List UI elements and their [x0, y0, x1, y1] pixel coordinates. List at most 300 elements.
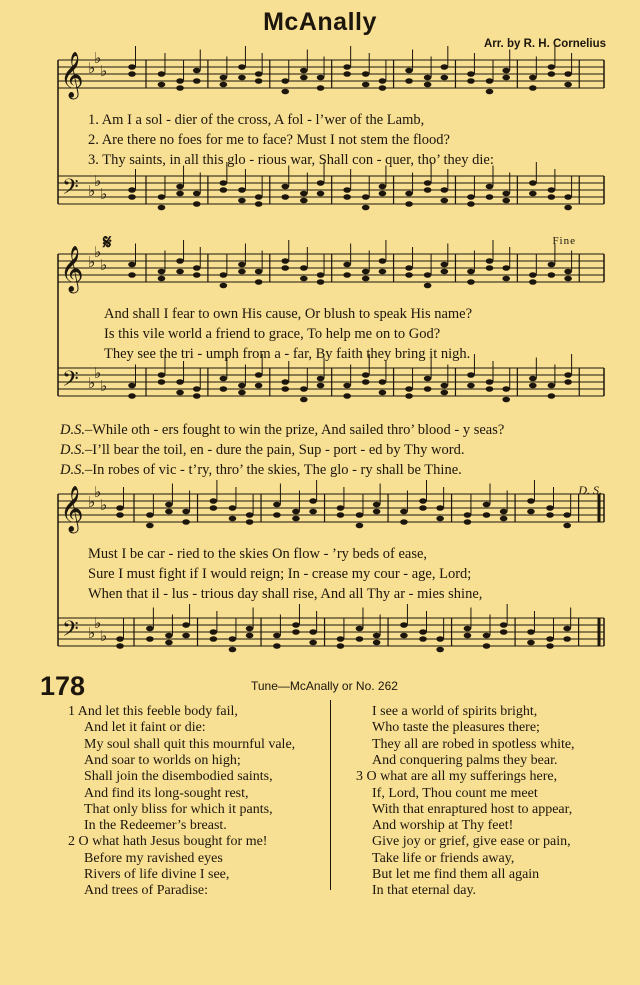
note-head — [255, 372, 263, 378]
note-head — [165, 502, 173, 508]
note-head — [158, 379, 166, 385]
verse-line: And soar to worlds on high; — [84, 752, 241, 768]
note-head — [116, 512, 124, 518]
note-head — [467, 71, 475, 77]
note-head — [379, 184, 387, 190]
verse-line: They all are robed in spotless white, — [372, 736, 575, 752]
note-head — [220, 82, 228, 88]
treble-clef-icon: 𝄞 — [60, 246, 84, 292]
verse-line: In the Redeemer’s breast. — [84, 818, 227, 834]
ds-mark: D. S. — [578, 483, 602, 497]
note-head — [309, 629, 317, 635]
note-head — [419, 498, 427, 504]
note-head — [238, 64, 246, 70]
note-head — [146, 626, 154, 632]
note-head — [548, 393, 556, 399]
note-head — [193, 393, 201, 399]
note-head — [441, 75, 449, 81]
note-head — [292, 622, 300, 628]
note-head — [486, 184, 494, 190]
lyric-line: 3. Thy saints, in all this glo - rious war, Shall con - quer, tho’ they die: — [88, 152, 494, 168]
note-head — [128, 194, 136, 200]
note-head — [548, 71, 556, 77]
note-head — [229, 636, 237, 642]
note-head — [176, 78, 184, 84]
note-head — [400, 509, 408, 515]
note-head — [564, 205, 572, 211]
note-head — [356, 636, 364, 642]
verse-line: Shall join the disembodied saints, — [84, 769, 273, 785]
note-head — [467, 372, 475, 378]
note-head — [292, 516, 300, 522]
verse-line: Before my ravished eyes — [84, 850, 223, 866]
note-head — [238, 262, 246, 268]
ds-label: D.S. — [60, 462, 85, 478]
note-head — [379, 78, 387, 84]
note-head — [548, 64, 556, 70]
note-head — [467, 279, 475, 285]
note-head — [564, 276, 572, 282]
note-head — [238, 390, 246, 396]
note-head — [343, 383, 351, 389]
note-head — [300, 397, 308, 403]
note-head — [373, 640, 381, 646]
note-head — [238, 383, 246, 389]
note-head — [379, 269, 387, 275]
note-head — [309, 640, 317, 646]
note-head — [158, 71, 166, 77]
note-head — [281, 194, 289, 200]
arranger-credit: Arr. by R. H. Cornelius — [483, 38, 606, 50]
note-head — [193, 78, 201, 84]
note-head — [255, 279, 263, 285]
note-head — [300, 386, 308, 392]
lyric-line: Sure I must fight if I would reign; In - crease my cour - age, Lord; — [88, 566, 472, 582]
note-head — [238, 198, 246, 204]
hymn-title: McAnally — [263, 8, 377, 36]
verse-line: And let it faint or die: — [84, 720, 206, 736]
note-head — [158, 205, 166, 211]
note-head — [158, 276, 166, 282]
verse-line: I see a world of spirits bright, — [372, 704, 538, 719]
note-head — [529, 383, 537, 389]
note-head — [176, 191, 184, 197]
note-head — [486, 386, 494, 392]
flat-icon: ♭ — [88, 374, 96, 392]
note-head — [300, 198, 308, 204]
note-head — [362, 71, 370, 77]
note-head — [564, 71, 572, 77]
note-head — [182, 519, 190, 525]
verse-line: And find its long-sought rest, — [84, 785, 249, 801]
verse-line: With that enraptured host to appear, — [372, 801, 573, 817]
note-head — [116, 505, 124, 511]
note-head — [128, 262, 136, 268]
ds-label: D.S. — [60, 442, 85, 458]
note-head — [419, 505, 427, 511]
note-head — [165, 640, 173, 646]
verse-line: In that eternal day. — [372, 883, 477, 899]
note-head — [128, 187, 136, 193]
note-head — [424, 283, 432, 289]
note-head — [356, 523, 364, 529]
note-head — [500, 629, 508, 635]
note-head — [400, 633, 408, 639]
note-head — [317, 272, 325, 278]
note-head — [483, 512, 491, 518]
note-head — [548, 383, 556, 389]
note-head — [281, 78, 289, 84]
flat-icon: ♭ — [94, 49, 102, 67]
ds-lyric-text: –While oth - ers fought to win the prize, And sailed thro’ blood - y seas? — [84, 422, 505, 438]
column-divider — [330, 700, 331, 890]
bass-clef-icon: 𝄢 — [62, 617, 79, 647]
note-head — [273, 512, 281, 518]
verse-line: Take life or friends away, — [372, 850, 515, 866]
note-head — [464, 519, 472, 525]
note-head — [441, 187, 449, 193]
note-head — [405, 265, 413, 271]
note-head — [343, 393, 351, 399]
note-head — [292, 629, 300, 635]
note-head — [441, 64, 449, 70]
note-head — [158, 82, 166, 88]
note-head — [546, 636, 554, 642]
verse-line: Give joy or grief, give ease or pain, — [372, 834, 571, 850]
note-head — [317, 180, 325, 186]
note-head — [229, 516, 237, 522]
note-head — [379, 258, 387, 264]
note-head — [405, 191, 413, 197]
tune-reference: Tune—McAnally or No. 262 — [251, 679, 398, 693]
lyric-line: Must I be car - ried to the skies On flow - ’ry beds of ease, — [88, 546, 428, 562]
note-head — [424, 272, 432, 278]
note-head — [273, 633, 281, 639]
treble-clef-icon: 𝄞 — [60, 486, 84, 532]
note-head — [436, 636, 444, 642]
note-head — [405, 386, 413, 392]
verse-line: 2 O what hath Jesus bought for me! — [68, 834, 268, 850]
verse-line: And trees of Paradise: — [84, 883, 209, 899]
note-head — [424, 75, 432, 81]
note-head — [362, 205, 370, 211]
lyric-line: When that il - lus - trious day shall rise, And all Thy ar - mies shine, — [88, 586, 483, 602]
note-head — [281, 386, 289, 392]
verse-line: Who taste the pleasures there; — [372, 720, 540, 736]
lyric-line: They see the tri - umph from a - far, By faith they bring it nigh. — [104, 346, 471, 362]
note-head — [246, 512, 254, 518]
note-head — [176, 85, 184, 91]
note-head — [337, 512, 345, 518]
note-head — [373, 502, 381, 508]
note-head — [165, 509, 173, 515]
note-head — [564, 269, 572, 275]
note-head — [128, 383, 136, 389]
flat-icon: ♭ — [88, 624, 96, 642]
verse-line: Rivers of life divine I see, — [84, 867, 230, 882]
note-head — [436, 647, 444, 653]
note-head — [405, 393, 413, 399]
note-head — [158, 269, 166, 275]
flat-icon: ♭ — [100, 627, 108, 645]
note-head — [467, 269, 475, 275]
note-head — [220, 376, 228, 382]
note-head — [182, 509, 190, 515]
note-head — [441, 262, 449, 268]
note-head — [238, 187, 246, 193]
verse-line: But let me find them all again — [372, 867, 540, 882]
note-head — [273, 502, 281, 508]
note-head — [246, 633, 254, 639]
note-head — [300, 68, 308, 74]
note-head — [502, 265, 510, 271]
note-head — [176, 269, 184, 275]
verse-line: And worship at Thy feet! — [372, 818, 514, 834]
ds-label: D.S. — [60, 422, 85, 438]
verse-line: That only bliss for which it pants, — [84, 801, 273, 817]
note-head — [317, 383, 325, 389]
note-head — [210, 629, 218, 635]
flat-icon: ♭ — [100, 377, 108, 395]
note-head — [529, 272, 537, 278]
note-head — [300, 265, 308, 271]
note-head — [255, 194, 263, 200]
note-head — [483, 643, 491, 649]
note-head — [502, 386, 510, 392]
note-head — [193, 386, 201, 392]
note-head — [548, 262, 556, 268]
note-head — [210, 498, 218, 504]
note-head — [527, 498, 535, 504]
note-head — [563, 626, 571, 632]
note-head — [273, 643, 281, 649]
note-head — [362, 194, 370, 200]
flat-icon: ♭ — [94, 364, 102, 382]
note-head — [176, 390, 184, 396]
note-head — [362, 276, 370, 282]
ds-lyric-line — [60, 443, 464, 458]
bass-clef-icon: 𝄢 — [62, 175, 79, 205]
note-head — [441, 269, 449, 275]
note-head — [529, 75, 537, 81]
note-head — [379, 191, 387, 197]
note-head — [502, 397, 510, 403]
note-head — [362, 82, 370, 88]
verse-line: 3 O what are all my sufferings here, — [356, 769, 558, 785]
note-head — [502, 191, 510, 197]
note-head — [502, 276, 510, 282]
note-head — [246, 626, 254, 632]
note-head — [128, 64, 136, 70]
note-head — [362, 269, 370, 275]
hymn-number: 178 — [40, 671, 86, 701]
note-head — [220, 75, 228, 81]
note-head — [343, 194, 351, 200]
note-head — [193, 265, 201, 271]
note-head — [281, 89, 289, 95]
note-head — [193, 272, 201, 278]
note-head — [182, 633, 190, 639]
note-head — [317, 191, 325, 197]
note-head — [343, 262, 351, 268]
note-head — [343, 71, 351, 77]
segno-icon: 𝄋 — [103, 232, 112, 254]
note-head — [467, 194, 475, 200]
note-head — [529, 376, 537, 382]
note-head — [419, 636, 427, 642]
note-head — [527, 640, 535, 646]
note-head — [281, 265, 289, 271]
note-head — [548, 194, 556, 200]
note-head — [229, 647, 237, 653]
note-head — [564, 379, 572, 385]
note-head — [467, 78, 475, 84]
note-head — [210, 505, 218, 511]
note-head — [362, 379, 370, 385]
note-head — [255, 269, 263, 275]
note-head — [500, 509, 508, 515]
note-head — [343, 187, 351, 193]
note-head — [193, 191, 201, 197]
flat-icon: ♭ — [88, 182, 96, 200]
note-head — [546, 512, 554, 518]
note-head — [128, 71, 136, 77]
ds-lyric-line — [60, 463, 462, 478]
note-head — [281, 379, 289, 385]
note-head — [220, 187, 228, 193]
note-head — [255, 383, 263, 389]
note-head — [158, 372, 166, 378]
note-head — [464, 512, 472, 518]
flat-icon: ♭ — [100, 185, 108, 203]
note-head — [486, 78, 494, 84]
note-head — [500, 516, 508, 522]
note-head — [116, 636, 124, 642]
note-head — [400, 622, 408, 628]
note-head — [486, 379, 494, 385]
note-head — [337, 505, 345, 511]
note-head — [356, 512, 364, 518]
note-head — [146, 523, 154, 529]
note-head — [424, 180, 432, 186]
lyric-line: 1. Am I a sol - dier of the cross, A fol - l’wer of the Lamb, — [88, 112, 425, 128]
note-head — [238, 75, 246, 81]
note-head — [548, 187, 556, 193]
note-head — [281, 184, 289, 190]
verse-line: My soul shall quit this mournful vale, — [84, 736, 296, 752]
note-head — [317, 376, 325, 382]
flat-icon: ♭ — [94, 483, 102, 501]
note-head — [116, 643, 124, 649]
note-head — [193, 68, 201, 74]
bass-clef-icon: 𝄢 — [62, 367, 79, 397]
note-head — [467, 383, 475, 389]
note-head — [379, 85, 387, 91]
note-head — [356, 626, 364, 632]
flat-icon: ♭ — [94, 243, 102, 261]
note-head — [486, 258, 494, 264]
ds-lyric-line — [60, 423, 504, 438]
note-head — [529, 191, 537, 197]
note-head — [424, 187, 432, 193]
note-head — [486, 265, 494, 271]
treble-clef-icon: 𝄞 — [60, 52, 84, 98]
note-head — [405, 78, 413, 84]
note-head — [379, 390, 387, 396]
note-head — [309, 509, 317, 515]
note-head — [220, 283, 228, 289]
note-head — [441, 390, 449, 396]
note-head — [373, 509, 381, 515]
note-head — [128, 272, 136, 278]
note-head — [405, 272, 413, 278]
note-head — [436, 505, 444, 511]
flat-icon: ♭ — [94, 614, 102, 632]
note-head — [337, 643, 345, 649]
note-head — [467, 201, 475, 207]
note-head — [300, 276, 308, 282]
note-head — [281, 258, 289, 264]
note-head — [441, 383, 449, 389]
verse-line: And conquering palms they bear. — [372, 752, 558, 768]
note-head — [424, 386, 432, 392]
note-head — [146, 636, 154, 642]
note-head — [238, 269, 246, 275]
note-head — [424, 82, 432, 88]
note-head — [405, 201, 413, 207]
note-head — [486, 89, 494, 95]
note-head — [564, 194, 572, 200]
flat-icon: ♭ — [94, 172, 102, 190]
note-head — [193, 201, 201, 207]
note-head — [362, 372, 370, 378]
note-head — [220, 180, 228, 186]
flat-icon: ♭ — [88, 253, 96, 271]
note-head — [317, 75, 325, 81]
note-head — [210, 636, 218, 642]
note-head — [483, 633, 491, 639]
note-head — [158, 194, 166, 200]
note-head — [546, 643, 554, 649]
note-head — [441, 198, 449, 204]
flat-icon: ♭ — [100, 496, 108, 514]
note-head — [529, 279, 537, 285]
note-head — [502, 75, 510, 81]
note-head — [464, 633, 472, 639]
flat-icon: ♭ — [88, 493, 96, 511]
note-head — [343, 272, 351, 278]
note-head — [317, 279, 325, 285]
note-head — [500, 622, 508, 628]
note-head — [292, 509, 300, 515]
note-head — [502, 68, 510, 74]
note-head — [546, 505, 554, 511]
note-head — [529, 180, 537, 186]
note-head — [343, 64, 351, 70]
note-head — [483, 502, 491, 508]
lyric-line: And shall I fear to own His cause, Or blush to speak His name? — [104, 306, 473, 322]
ds-lyric-text: –In robes of vic - t’ry, thro’ the skies, The glo - ry shall be Thine. — [84, 462, 462, 478]
note-head — [564, 82, 572, 88]
note-head — [229, 505, 237, 511]
note-head — [373, 633, 381, 639]
fine-mark: Fine — [552, 235, 576, 247]
note-head — [400, 519, 408, 525]
note-head — [246, 519, 254, 525]
note-head — [563, 523, 571, 529]
note-head — [548, 272, 556, 278]
note-head — [563, 512, 571, 518]
